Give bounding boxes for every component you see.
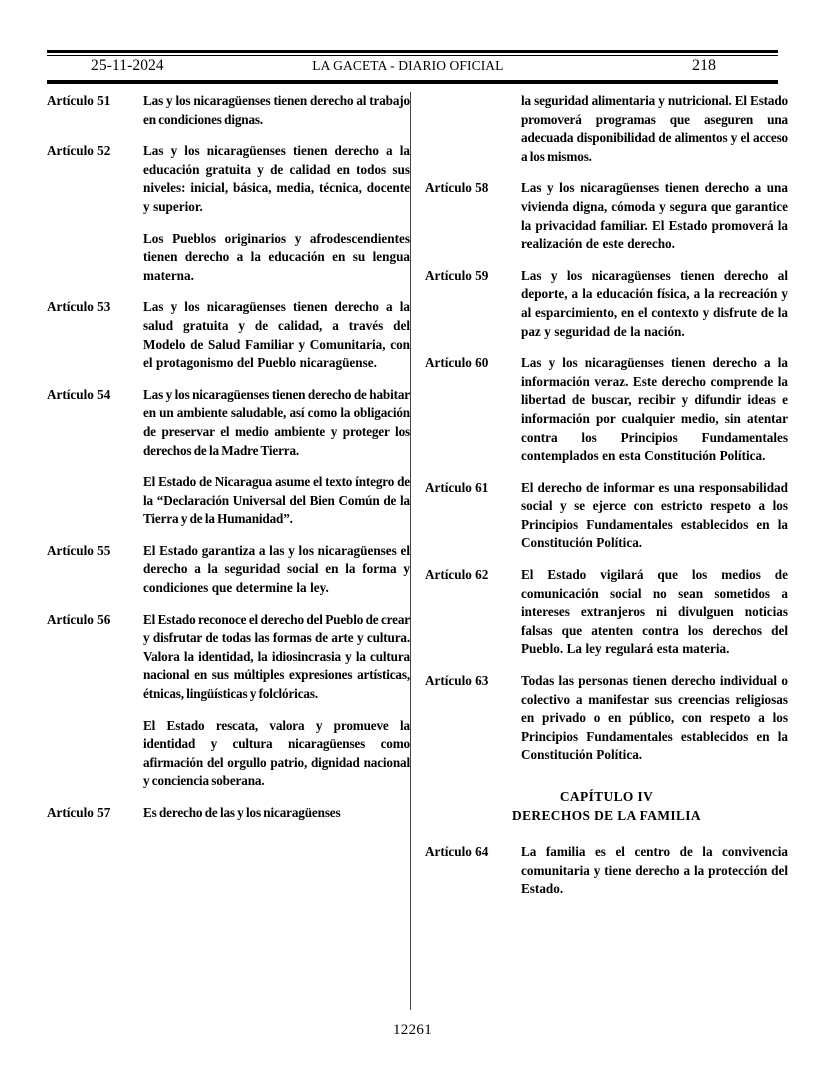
article-paragraph: Es derecho de las y los nicaragüenses xyxy=(143,805,341,820)
masthead-date: 25-11-2024 xyxy=(91,57,164,74)
article-paragraph: El Estado garantiza a las y los nicaragüenses el derecho a la seguridad social en la forma y condiciones que determine la ley. xyxy=(143,542,410,596)
article-entry xyxy=(425,354,788,466)
article-paragraph: El Estado vigilará que los medios de comunicación social no sean sometidos a intereses extranjeros ni divulguen noticias falsas que atenten contra los derechos del Pueblo. La ley regulará esta materia. xyxy=(521,567,788,657)
article-paragraph: la seguridad alimentaria y nutricional. El Estado promoverá programas que aseguren una adecuada disponibilidad de alimentos y el acceso a los mismos. xyxy=(521,93,788,164)
article-body xyxy=(521,354,788,466)
article-paragraph: El derecho de informar es una responsabilidad social y se ejerce con estricto respeto a los Principios Fundamentales establecidos en la Constitución Política. xyxy=(521,479,788,551)
article-body xyxy=(521,179,788,253)
article-entry xyxy=(47,542,410,598)
article-entry xyxy=(425,267,788,341)
article-paragraph: Los Pueblos originarios y afrodescendientes tienen derecho a la educación en su lengua materna. xyxy=(143,230,410,283)
article-paragraph: Las y los nicaragüenses tienen derecho a una vivienda digna, cómoda y segura que garantice la privacidad familiar. El Estado promoverá la realización de este derecho. xyxy=(521,180,788,252)
article-body xyxy=(143,542,410,598)
article-entry xyxy=(47,611,410,791)
masthead-bottom-rule-thick xyxy=(47,81,778,84)
article-label: Artículo 52 xyxy=(47,143,111,159)
article-body xyxy=(143,611,410,791)
article-body xyxy=(143,142,410,285)
article-entry xyxy=(425,843,788,899)
article-label: Artículo 54 xyxy=(47,386,111,402)
page-masthead xyxy=(47,50,778,84)
chapter-number: CAPÍTULO IV xyxy=(559,789,654,804)
article-entry xyxy=(425,566,788,659)
article-entry xyxy=(47,804,410,823)
article-body xyxy=(521,843,788,899)
article-body xyxy=(143,92,410,129)
article-label: Artículo 62 xyxy=(425,567,489,583)
chapter-title: DERECHOS DE LA FAMILIA xyxy=(512,808,701,823)
article-body xyxy=(521,672,788,765)
article-continuation xyxy=(425,92,788,166)
masthead-issue-number: 218 xyxy=(691,57,716,74)
article-body xyxy=(521,479,788,553)
article-paragraph: Todas las personas tienen derecho individual o colectivo a manifestar sus creencias religiosas en privado o en público, con respeto a los Principios Fundamentales establecidos en la Constitución Política. xyxy=(521,673,788,763)
article-entry xyxy=(47,386,410,529)
page-folio: 12261 xyxy=(393,1022,432,1038)
article-body xyxy=(143,804,410,823)
article-paragraph: El Estado rescata, valora y promueve la identidad y cultura nicaragüenses como afirmación del orgullo patrio, dignidad nacional y conciencia soberana. xyxy=(143,717,410,789)
article-label: Artículo 58 xyxy=(425,180,489,196)
article-paragraph: Las y los nicaragüenses tienen derecho a la educación gratuita y de calidad en todos sus niveles: inicial, básica, media, técnica, docente y superior. xyxy=(143,143,410,214)
article-body xyxy=(143,298,410,372)
article-paragraph: Las y los nicaragüenses tienen derecho a la salud gratuita y de calidad, a través del Modelo de Salud Familiar y Comunitaria, con el protagonismo del Pueblo nicaragüense. xyxy=(143,299,410,371)
masthead-publication: LA GACETA - DIARIO OFICIAL xyxy=(312,58,504,73)
article-label: Artículo 61 xyxy=(425,479,489,495)
article-body xyxy=(521,92,788,166)
article-entry xyxy=(47,142,410,285)
article-label: Artículo 59 xyxy=(425,267,489,283)
article-entry xyxy=(47,92,410,129)
article-paragraph: Las y los nicaragüenses tienen derecho de habitar en un ambiente saludable, así como la obligación de preservar el medio ambiente y proteger los derechos de la Madre Tierra. xyxy=(143,386,410,458)
article-entry xyxy=(425,179,788,253)
article-paragraph: El Estado de Nicaragua asume el texto íntegro de la “Declaración Universal del Bien Común de la Tierra y de la Humanidad”. xyxy=(143,474,410,527)
article-entry xyxy=(425,479,788,553)
article-label: Artículo 53 xyxy=(47,299,111,315)
article-label: Artículo 60 xyxy=(425,355,489,371)
article-label: Artículo 57 xyxy=(47,805,111,820)
article-paragraph: El Estado reconoce el derecho del Pueblo de crear y disfrutar de todas las formas de arte y cultura. Valora la identidad, la idiosincrasia y la cultura nacional en sus múltiples expresiones artísticas, étnicas, lingüísticas y folclóricas. xyxy=(143,611,410,702)
left-column xyxy=(47,92,410,836)
article-paragraph: Las y los nicaragüenses tienen derecho al trabajo en condiciones dignas. xyxy=(143,93,410,127)
column-divider xyxy=(410,92,411,1010)
article-label: Artículo 56 xyxy=(47,611,111,627)
article-label: Artículo 64 xyxy=(425,844,489,859)
masthead-top-rule-thick xyxy=(47,50,778,53)
right-column xyxy=(425,92,788,912)
chapter-heading xyxy=(425,787,788,825)
article-label: Artículo 51 xyxy=(47,93,111,108)
article-body xyxy=(143,386,410,529)
article-label: Artículo 63 xyxy=(425,673,489,689)
article-body xyxy=(521,267,788,341)
article-label: Artículo 55 xyxy=(47,542,111,558)
article-paragraph: La familia es el centro de la convivencia comunitaria y tiene derecho a la protección del Estado. xyxy=(521,844,788,897)
article-paragraph: Las y los nicaragüenses tienen derecho al deporte, a la educación física, a la recreación y al esparcimiento, en el contexto y disfrute de la paz y seguridad de la nación. xyxy=(521,267,788,339)
article-entry xyxy=(425,672,788,765)
masthead-row xyxy=(47,56,778,78)
article-body xyxy=(521,566,788,659)
article-paragraph: Las y los nicaragüenses tienen derecho a la información veraz. Este derecho comprende la libertad de buscar, recibir y difundir ideas e información por cualquier medio, sin atentar contra los Principios Fundamentales contemplados en esta Constitución Política. xyxy=(521,355,788,464)
article-entry xyxy=(47,298,410,372)
